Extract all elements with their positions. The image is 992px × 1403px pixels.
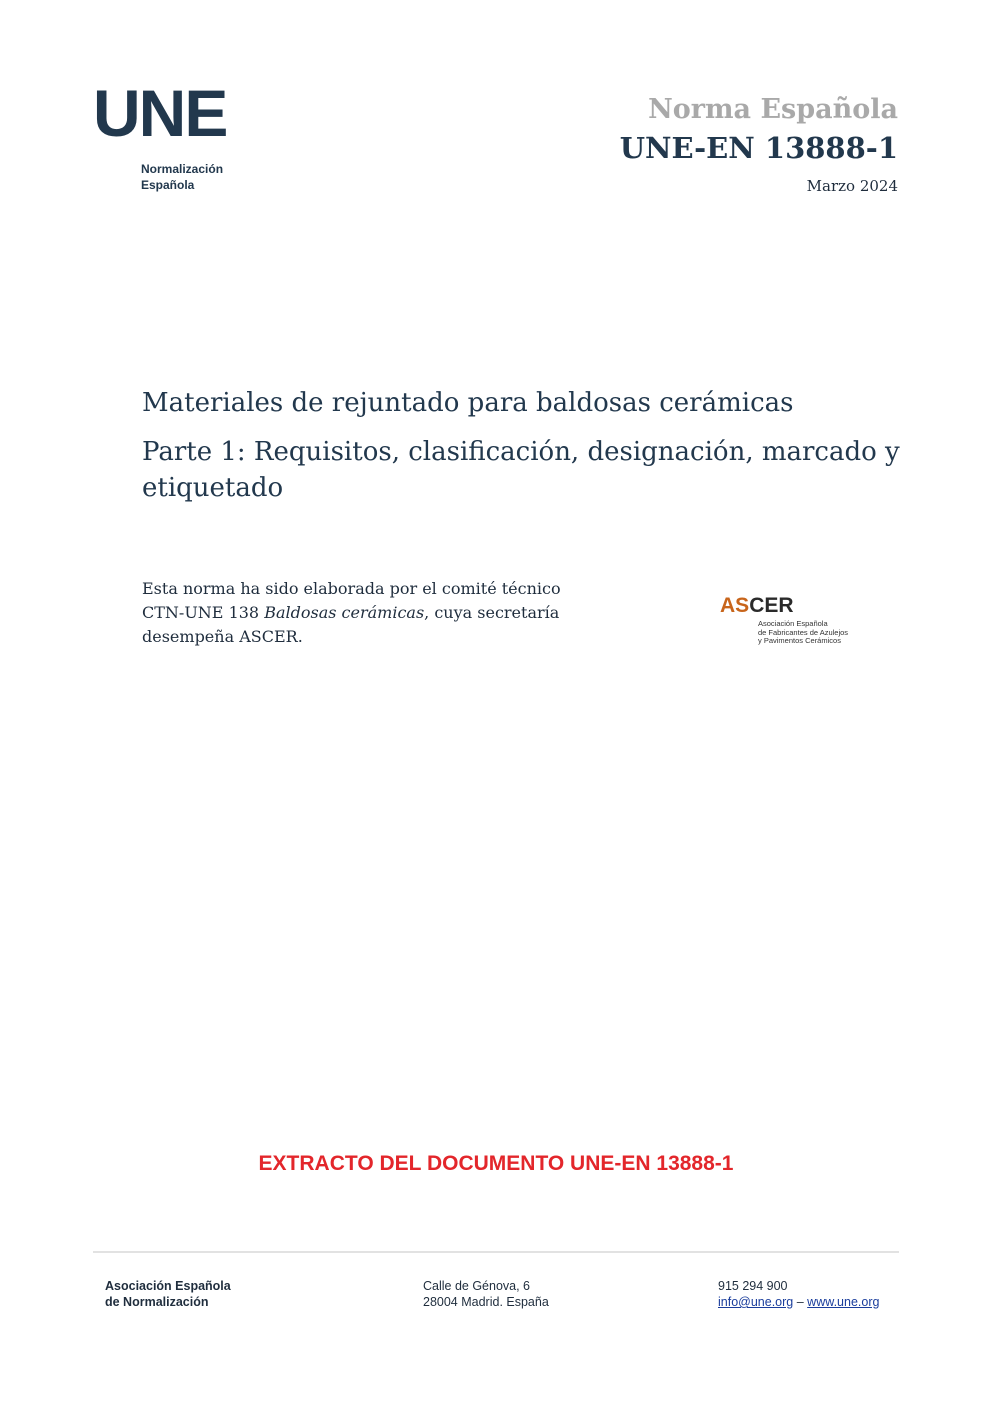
une-logo-subtitle-line1: Normalización — [141, 162, 224, 176]
footer-link-separator: – — [796, 1295, 804, 1309]
document-part-title: Parte 1: Requisitos, clasificación, designación, marcado y etiquetado — [142, 437, 900, 503]
une-logo-wordmark: UNE — [93, 76, 227, 150]
committee-line-2-suffix: , cuya secretaría — [424, 603, 560, 622]
footer-links — [718, 1294, 879, 1310]
norma-label: Norma Española — [648, 94, 898, 125]
ascer-logo-cer: CER — [749, 594, 794, 617]
website-link[interactable]: www.une.org — [807, 1295, 880, 1309]
committee-line-1: Esta norma ha sido elaborada por el comité técnico — [142, 579, 561, 598]
committee-name: Baldosas cerámicas — [264, 603, 425, 622]
committee-line-2 — [142, 601, 612, 625]
ascer-subtitle-line1: Asociación Española — [758, 619, 828, 628]
committee-statement — [142, 577, 612, 649]
footer-address-line2: 28004 Madrid. España — [423, 1295, 549, 1309]
footer-address — [423, 1278, 549, 1310]
norma-code: UNE-EN 13888-1 — [619, 131, 898, 165]
publication-date: Marzo 2024 — [806, 177, 898, 195]
une-logo-subtitle — [141, 161, 223, 193]
footer-org-line2: de Normalización — [105, 1295, 209, 1309]
footer-contact — [718, 1278, 879, 1310]
footer-phone: 915 294 900 — [718, 1279, 788, 1293]
ascer-logo-subtitle — [758, 620, 848, 646]
extract-banner: EXTRACTO DEL DOCUMENTO UNE-EN 13888-1 — [258, 1152, 734, 1175]
ascer-logo-as: AS — [720, 594, 750, 617]
committee-code: CTN-UNE 138 — [142, 603, 265, 622]
ascer-subtitle-line3: y Pavimentos Cerámicos — [758, 636, 841, 645]
ascer-logo — [720, 595, 794, 616]
committee-line-3: desempeña ASCER. — [142, 627, 303, 646]
document-title: Materiales de rejuntado para baldosas cerámicas — [142, 388, 794, 418]
ascer-subtitle-line2: de Fabricantes de Azulejos — [758, 627, 849, 637]
email-link[interactable]: info@une.org — [718, 1295, 794, 1309]
footer-org-line1: Asociación Española — [105, 1279, 231, 1293]
une-logo-subtitle-line2: Española — [141, 178, 195, 192]
footer-divider — [93, 1251, 899, 1253]
footer-address-line1: Calle de Génova, 6 — [423, 1279, 531, 1293]
footer-organization — [105, 1278, 231, 1310]
